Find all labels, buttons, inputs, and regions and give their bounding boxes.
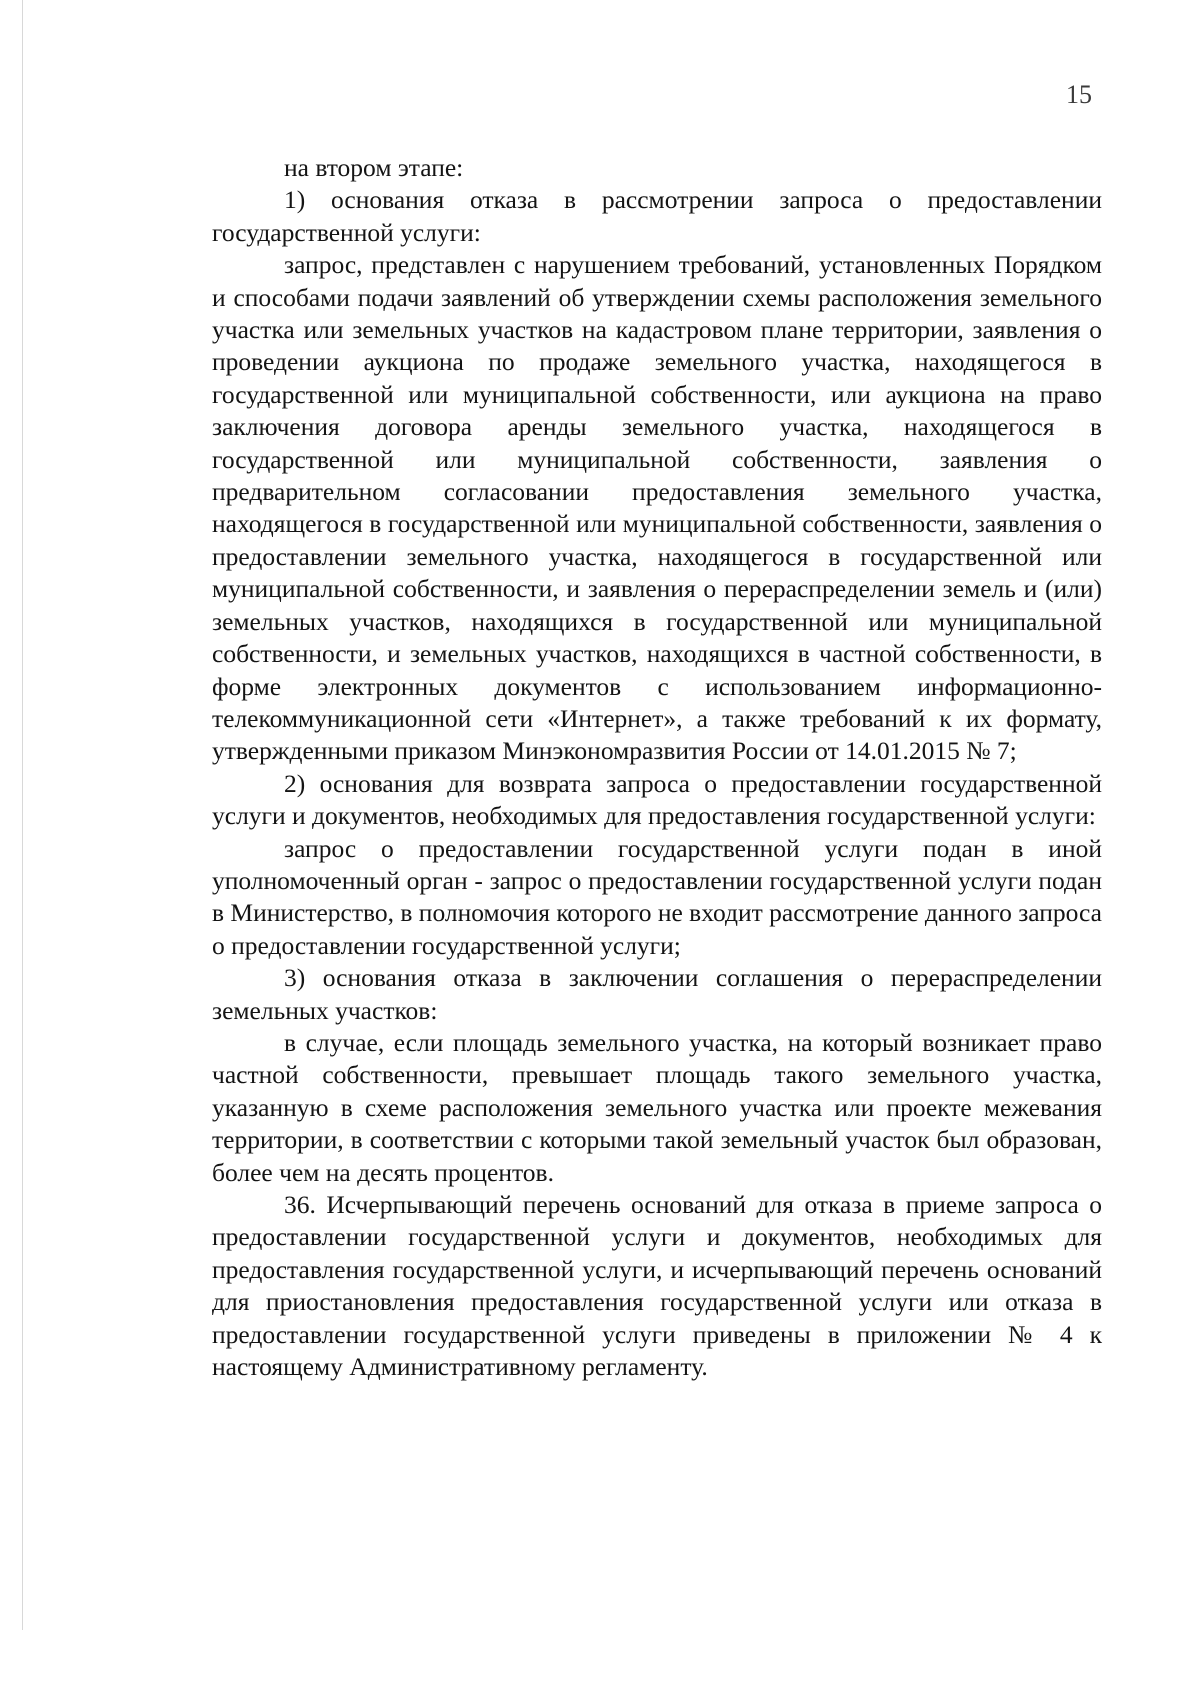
paragraph-item-2-text: запрос о предоставлении государственной услуги подан в иной уполномоченный орган - запрос о предоставлении государственной услуги подан в Министерство, в полномочия которого не входит рассмотрение данного запроса о предоставлении государственной услуги;	[212, 833, 1102, 960]
paragraph-item-1: 1) основания отказа в рассмотрении запроса о предоставлении государственной услуги:	[212, 185, 1102, 247]
paragraph-36: 36. Исчерпывающий перечень оснований для отказа в приеме запроса о предоставлении государственной услуги и документов, необходимых для предоставления государственной услуги, и исчерпывающий перечень оснований для приостановления предоставления государственной услуги или отказа в предоставлении государственной услуги приведены в приложении № 4 к настоящему Административному регламенту.	[212, 1190, 1102, 1382]
scan-edge-line	[22, 0, 23, 1630]
document-body	[212, 152, 1102, 1383]
paragraph-stage-heading: на втором этапе:	[284, 153, 464, 182]
paragraph-item-3-text: в случае, если площадь земельного участка, на который возникает право частной собственности, превышает площадь такого земельного участка, указанную в схеме расположения земельного участка или проекте межевания территории, в соответствии с которыми такой земельный участок был образован, более чем на десять процентов.	[212, 1027, 1102, 1187]
page-number: 15	[1066, 80, 1092, 109]
paragraph-item-3: 3) основания отказа в заключении соглашения о перераспределении земельных участков:	[212, 963, 1102, 1025]
paragraph-item-2: 2) основания для возврата запроса о предоставлении государственной услуги и документов, необходимых для предоставления государственной услуги:	[212, 768, 1102, 831]
paragraph-item-1-text: запрос, представлен с нарушением требований, установленных Порядком и способами подачи заявлений об утверждении схемы расположения земельного участка или земельных участков на кадастровом плане территории, заявления о проведении аукциона по продаже земельного участка, находящегося в государственной или муниципальной собственности, или аукциона на право заключения договора аренды земельного участка, находящегося в государственной или муниципальной собственности, заявления о предварительном согласовании предоставления земельного участка, находящегося в государственной или муниципальной собственности, заявления о предоставлении земельного участка, находящегося в государственной или муниципальной собственности, и заявления о перераспределении земель и (или) земельных участков, находящихся в государственной или муниципальной собственности, и земельных участков, находящихся в частной собственности, в форме электронных документов с использованием информационно-телекоммуникационной сети «Интернет», а также требований к их формату, утвержденными приказом Минэкономразвития России от 14.01.2015 № 7;	[212, 250, 1102, 766]
